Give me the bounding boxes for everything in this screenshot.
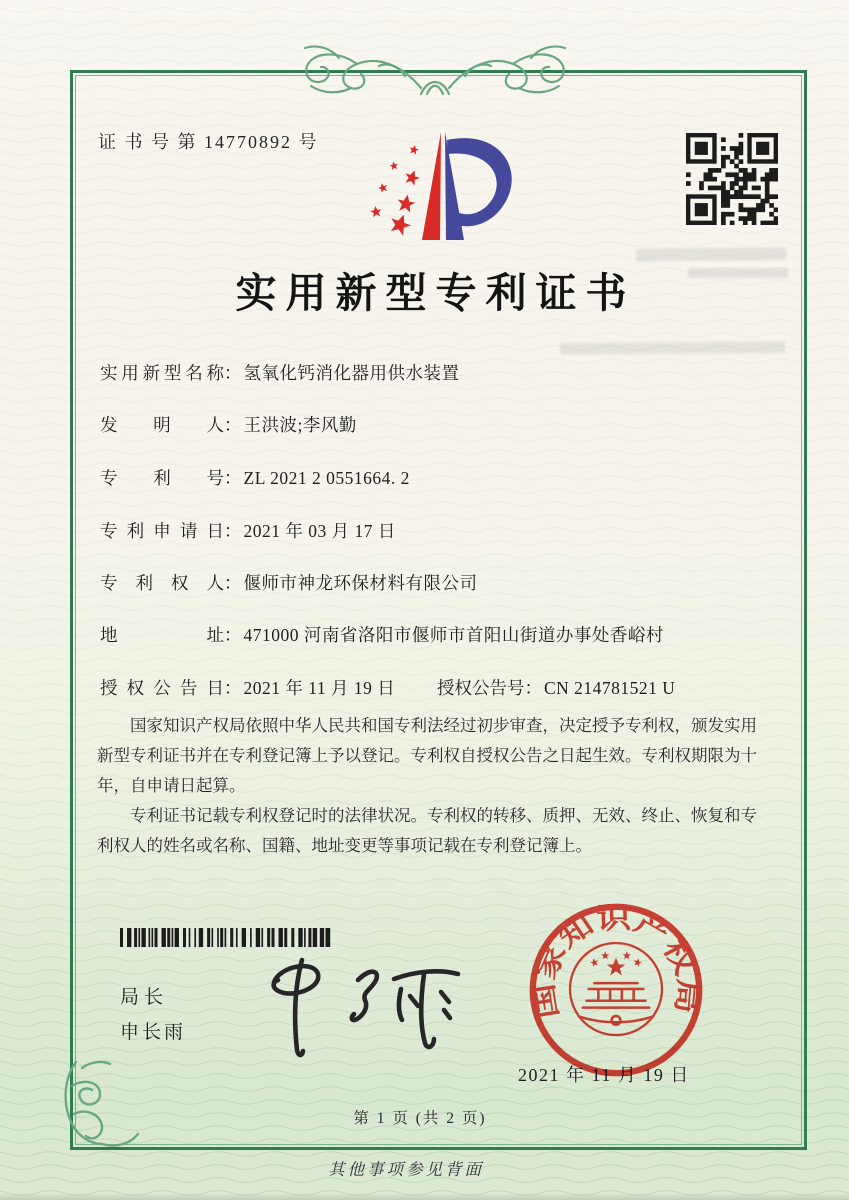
bleed-through-mark [636, 247, 786, 262]
field-value: 2021 年 11 月 19 日 [243, 678, 396, 698]
bleed-through-mark [688, 268, 788, 278]
official-seal [523, 897, 709, 1083]
field-value: 氢氧化钙消化器用供水装置 [243, 363, 460, 383]
field-row-patentee [100, 570, 478, 596]
scan-edge-shadow [0, 1193, 849, 1200]
director-signature [238, 946, 478, 1061]
certificate-number: 证 书 号 第 14770892 号 [98, 132, 319, 152]
field-row-filing-date [100, 518, 396, 544]
cnipa-logo-icon [352, 126, 522, 246]
bleed-through-mark [560, 341, 785, 355]
field-value: 2021 年 03 月 17 日 [243, 521, 396, 541]
field-value: ZL 2021 2 0551664. 2 [243, 468, 410, 488]
field-label: 专利号 [100, 468, 224, 488]
field-row-grant-number [437, 675, 675, 700]
field-colon: ： [224, 468, 242, 488]
page-indicator: 第 1 页 (共 2 页) [353, 1110, 487, 1127]
field-value: CN 214781521 U [544, 678, 676, 698]
field-label: 发明人 [100, 415, 224, 435]
field-row-utility-model-name [100, 360, 460, 386]
field-label: 授权公告号 [437, 678, 525, 698]
field-colon: ： [224, 678, 242, 698]
field-colon: ： [224, 625, 242, 645]
field-row-grant-date [100, 675, 395, 701]
field-colon: ： [224, 363, 242, 383]
field-row-patent-number [100, 465, 410, 491]
legal-text [97, 711, 759, 861]
field-value: 偃师市神龙环保材料有限公司 [243, 573, 478, 593]
field-value: 王洪波;李风勤 [243, 415, 357, 435]
national-emblem-stars [589, 951, 642, 975]
qr-code [686, 133, 778, 225]
field-label: 实用新型名称 [100, 363, 224, 383]
barcode [120, 928, 334, 947]
field-colon: ： [524, 678, 542, 698]
field-value: 471000 河南省洛阳市偃师市首阳山街道办事处香峪村 [243, 625, 664, 645]
field-label: 专利权人 [100, 573, 224, 593]
field-colon: ： [224, 521, 242, 541]
field-label: 授权公告日 [100, 678, 224, 698]
field-label: 专利申请日 [100, 521, 224, 541]
field-row-address [100, 622, 664, 648]
issuer-position: 局长 [120, 987, 169, 1008]
back-note: 其他事项参见背面 [328, 1160, 484, 1179]
field-colon: ： [224, 415, 242, 435]
field-row-inventors [100, 412, 357, 438]
seal-date: 2021 年 11 月 19 日 [518, 1065, 690, 1085]
field-colon: ： [224, 573, 242, 593]
field-label: 地址 [100, 625, 224, 645]
legal-paragraph-1: 国家知识产权局依照中华人民共和国专利法经过初步审查，决定授予专利权，颁发实用新型专利证书并在专利登记簿上予以登记。专利权自授权公告之日起生效。专利权期限为十年，自申请日起算。 [97, 716, 757, 795]
legal-paragraph-2: 专利证书记载专利权登记时的法律状况。专利权的转移、质押、无效、终止、恢复和专利权人的姓名或名称、国籍、地址变更等事项记载在专利登记簿上。 [97, 806, 757, 855]
issuer-name: 申长雨 [120, 1022, 187, 1043]
certificate-title: 实用新型专利证书 [235, 270, 636, 316]
national-emblem-gate [579, 983, 653, 1025]
seal-agency-text: 国家知识产权局 [529, 903, 703, 1021]
